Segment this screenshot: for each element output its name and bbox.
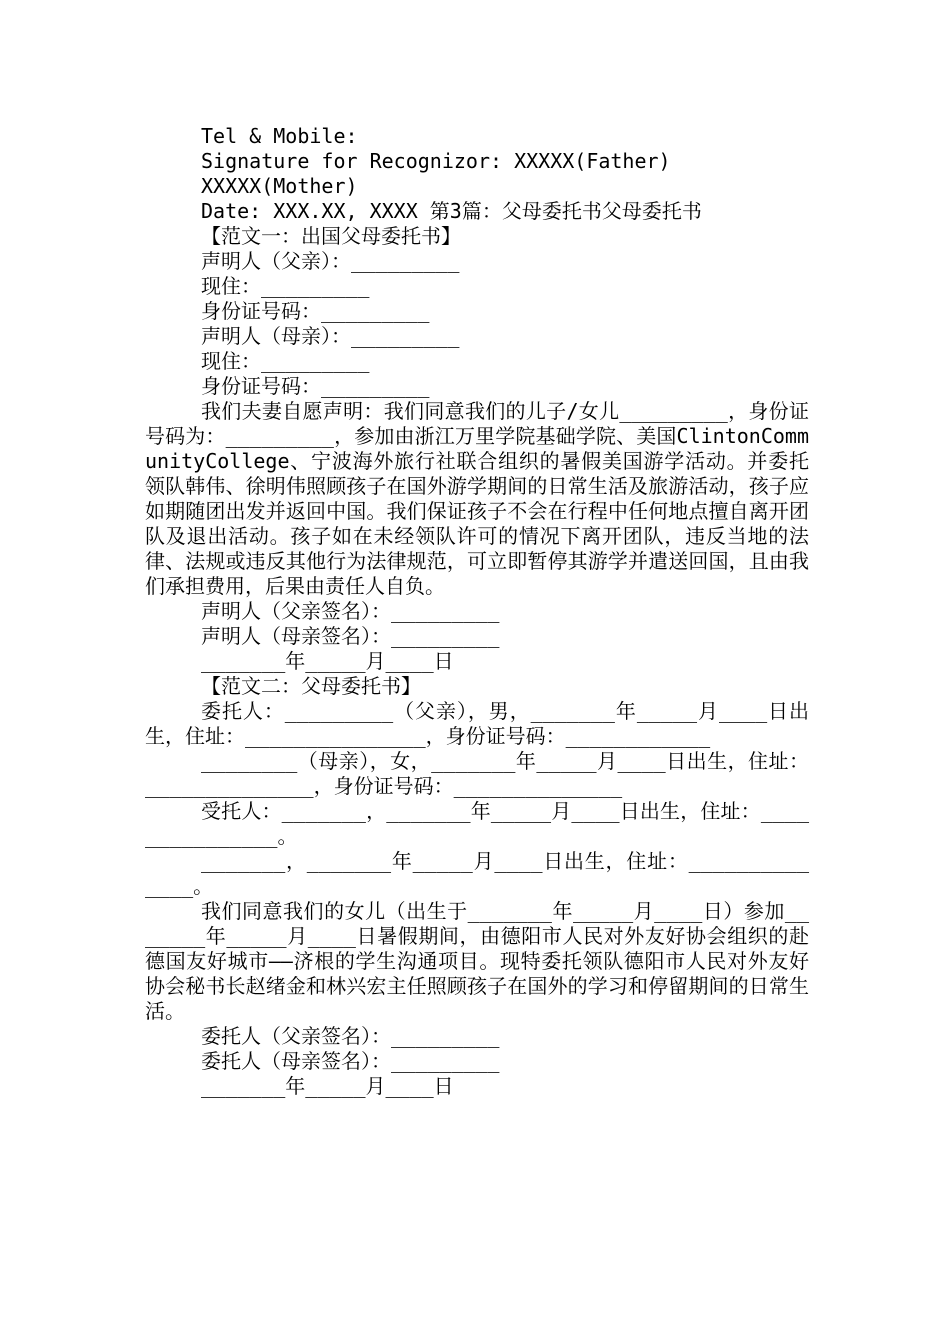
signature-mother-line: XXXXX(Mother) xyxy=(201,174,358,198)
tel-mobile-line: Tel & Mobile: xyxy=(201,124,358,148)
sample2-body-paragraph: 我们同意我们的女儿（出生于_______年_____月____日）参加_______年_____月____日暑假期间，由德阳市人民对外友好协会组织的赴德国友好城市——济根的学生沟通项目。现特委托领队德阳市人民对外友好协会秘书长赵绪金和林兴宏主任照顾孩子在国外的学习和停留期间的日常生活。 xyxy=(145,899,809,1023)
declarant-mother-field: 声明人（母亲）：_________ xyxy=(201,324,460,348)
trustee-2-paragraph: _______，_______年_____月____日出生，住址：______________。 xyxy=(145,849,809,898)
id-number-field-1: 身份证号码：_________ xyxy=(201,299,430,323)
date-and-chapter-line: Date: XXX.XX, XXXX 第3篇：父母委托书父母委托书 xyxy=(201,199,702,223)
trustee-1-paragraph: 受托人：_______，_______年_____月____日出生，住址：_______________。 xyxy=(145,799,809,848)
sample2-sign-father: 委托人（父亲签名）：_________ xyxy=(201,1024,500,1048)
sample1-sign-father: 声明人（父亲签名）：_________ xyxy=(201,599,500,623)
sample1-body-paragraph: 我们夫妻自愿声明：我们同意我们的儿子/女儿_________，身份证号码为：_________，参加由浙江万里学院基础学院、美国ClintonCommunityCollege、宁波海外旅行社联合组织的暑假美国游学活动。并委托领队韩伟、徐明伟照顾孩子在国外游学期间的日常生活及旅游活动，孩子应如期随团出发并返回中国。我们保证孩子不会在行程中任何地点擅自离开团队及退出活动。孩子如在未经领队许可的情况下离开团队，违反当地的法律、法规或违反其他行为法律规范，可立即暂停其游学并遣送回国，且由我们承担费用，后果由责任人自负。 xyxy=(145,399,809,598)
sample2-sign-mother: 委托人（母亲签名）：_________ xyxy=(201,1049,500,1073)
sample2-title: 【范文二：父母委托书】 xyxy=(201,674,421,698)
signature-father-line: Signature for Recognizor: XXXXX(Father) xyxy=(201,149,671,173)
declarant-father-field: 声明人（父亲）：_________ xyxy=(201,249,460,273)
entrust-father-paragraph: 委托人：_________（父亲），男，_______年_____月____日出生，住址：_______________，身份证号码：____________ xyxy=(145,699,809,748)
sample1-sign-mother: 声明人（母亲签名）：_________ xyxy=(201,624,500,648)
sample1-title: 【范文一：出国父母委托书】 xyxy=(201,224,461,248)
id-number-field-2: 身份证号码：_________ xyxy=(201,374,430,398)
address-field-2: 现住：_________ xyxy=(201,349,370,373)
sample2-date: _______年_____月____日 xyxy=(201,1074,454,1098)
sample1-date: _______年_____月____日 xyxy=(201,649,454,673)
document-body xyxy=(145,124,809,1099)
entrust-mother-paragraph: ________（母亲），女，_______年_____月____日出生，住址：______________，身份证号码：______________ xyxy=(145,749,809,798)
address-field-1: 现住：_________ xyxy=(201,274,370,298)
